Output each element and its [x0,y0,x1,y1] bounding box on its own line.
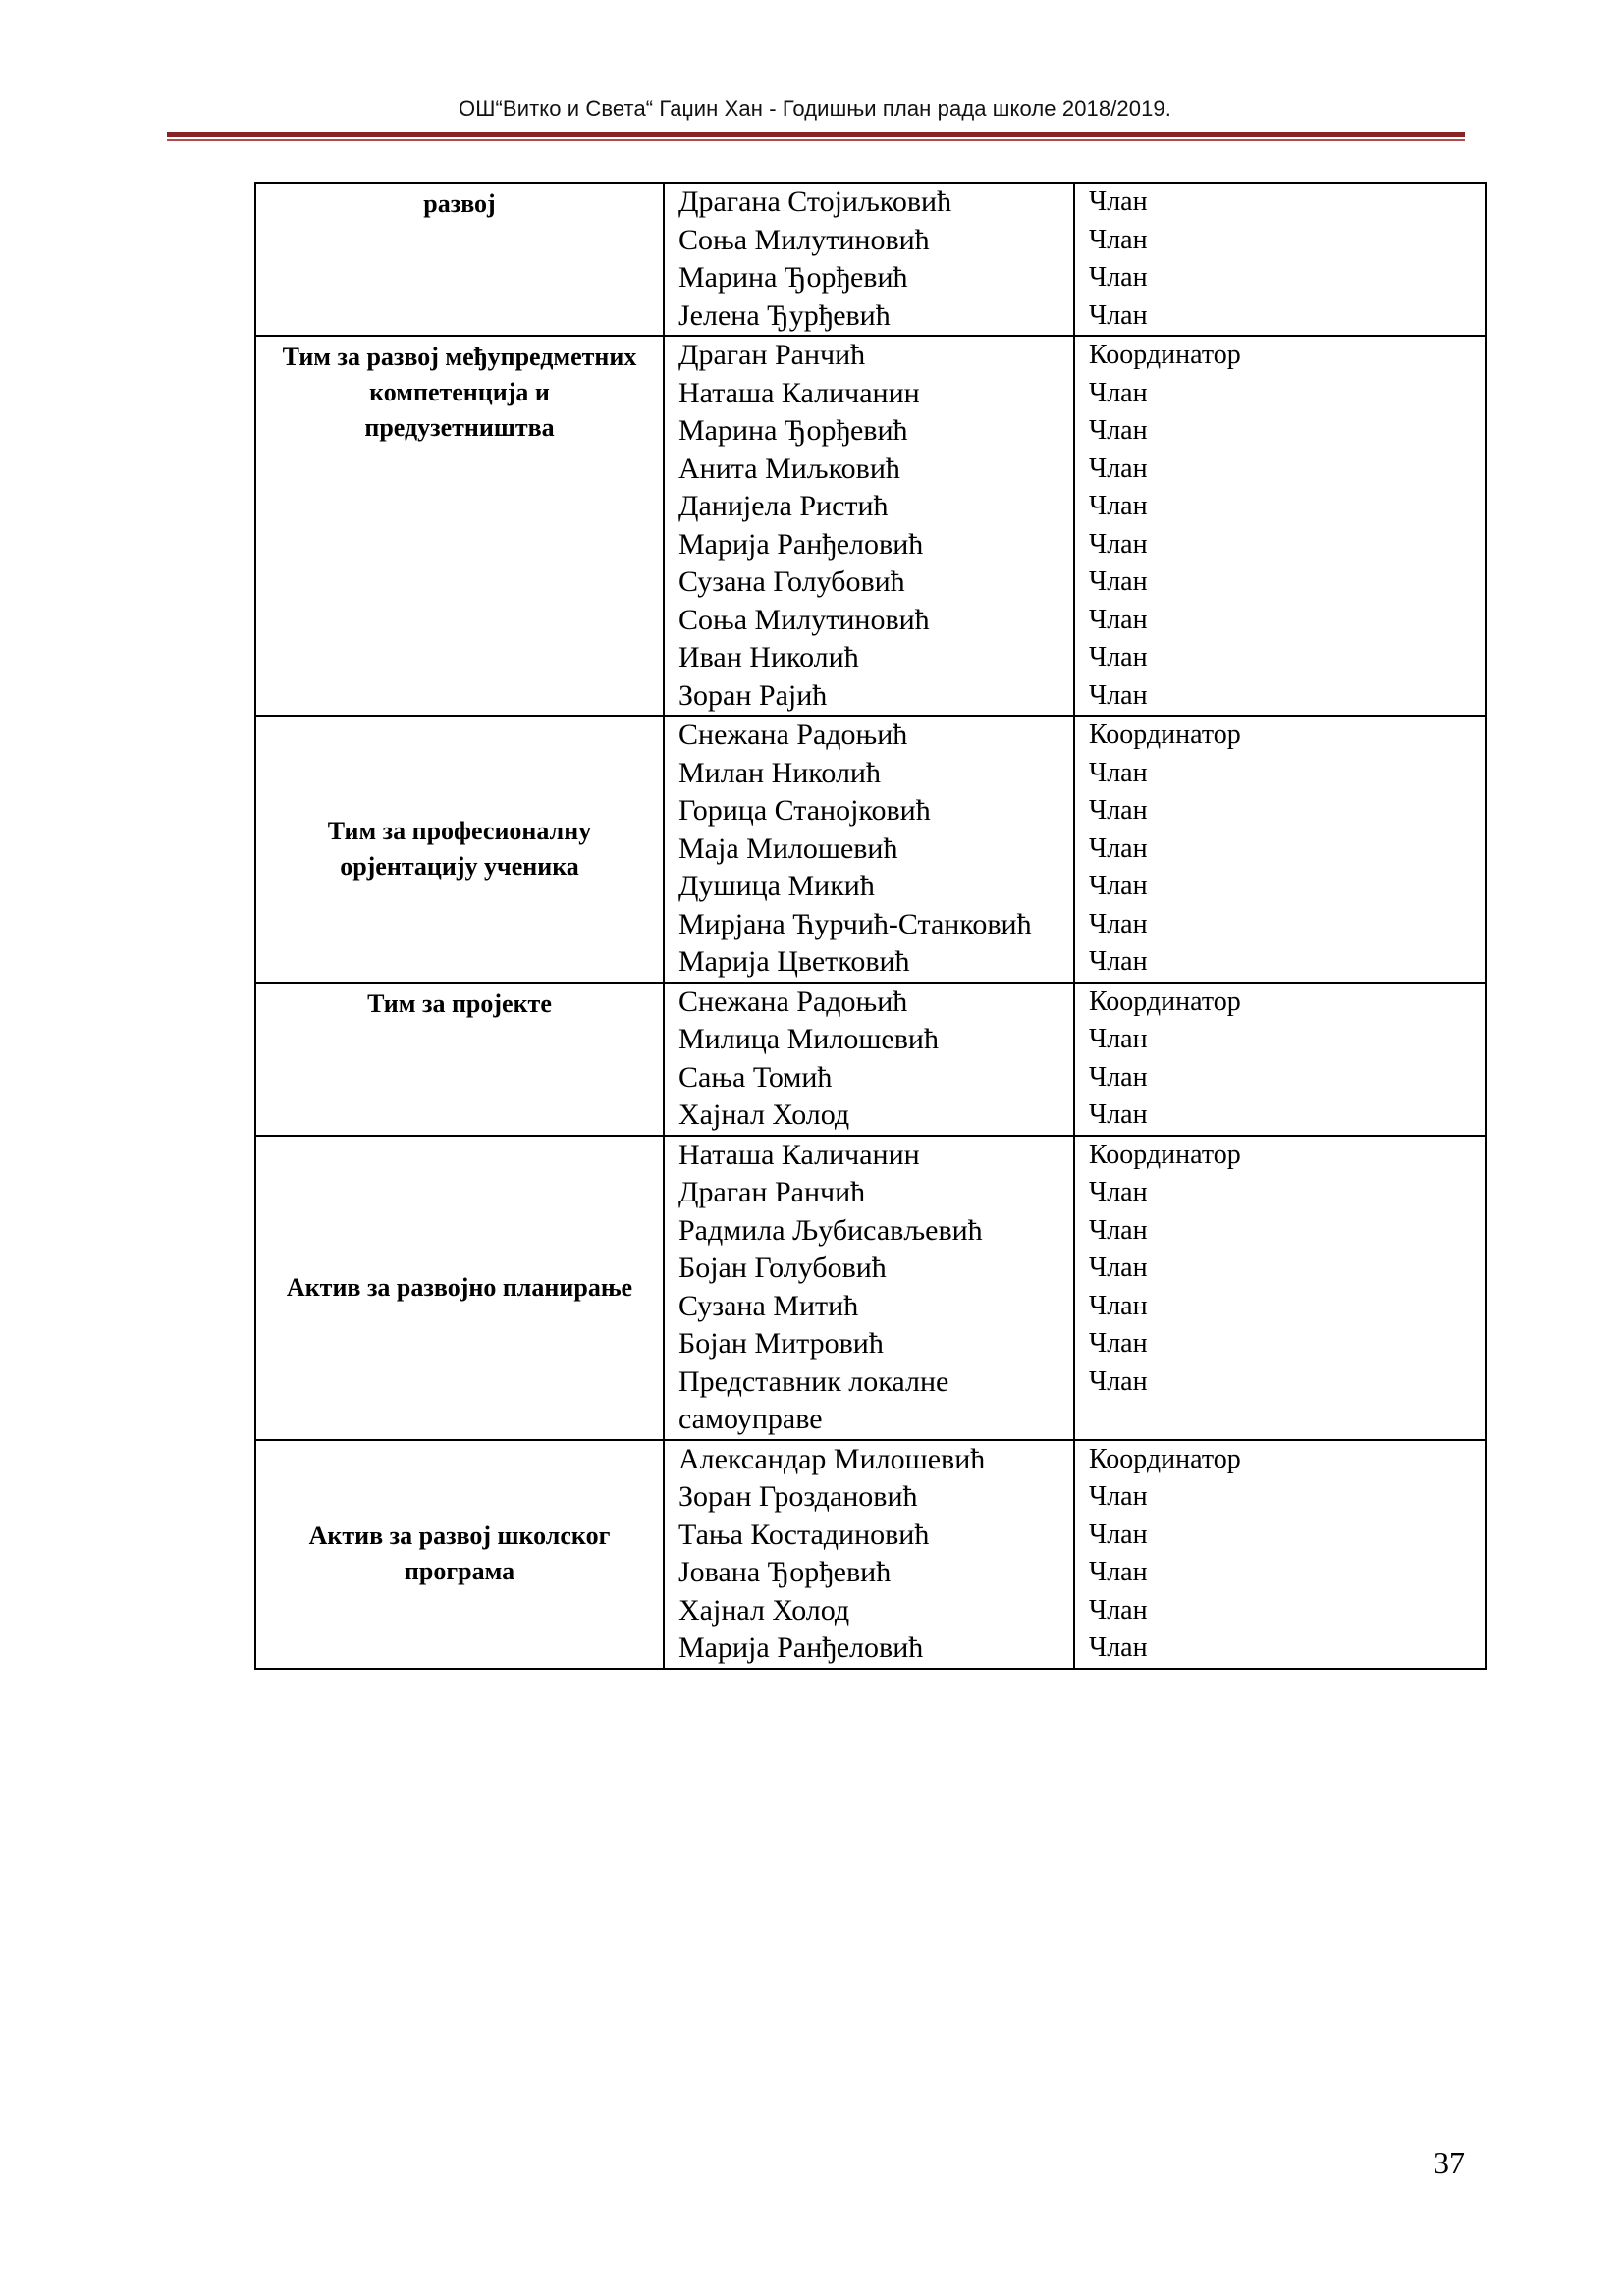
member-role: Члан [1089,491,1148,521]
team-name-cell [255,336,664,716]
member-name: Иван Николић [678,641,859,673]
member-role: Члан [1089,679,1148,711]
team-name-cell [255,983,664,1136]
team-name: Тим за професионалну орјентацију ученика [327,816,592,881]
member-name: Александар Милошевић [678,1442,986,1475]
member-name: Бојан Митровић [678,1327,884,1360]
member-role: Члан [1089,566,1148,597]
member-name: Бојан Голубовић [678,1252,887,1284]
team-name-cell [255,1440,664,1669]
member-role: Члан [1089,1024,1148,1054]
member-name: Соња Милутиновић [678,223,930,256]
member-name: Данијела Ристић [678,490,889,522]
team-row [255,336,1486,716]
members-cell [664,1440,1074,1669]
team-name: Актив за развој школског програма [308,1522,611,1585]
team-name: Тим за пројекте [367,988,552,1018]
team-name: развој [423,189,496,218]
member-role: Члан [1089,795,1148,826]
members-cell [664,983,1074,1136]
members-cell [664,183,1074,336]
member-role: Координатор [1089,720,1241,750]
roles-cell [1074,716,1486,983]
member-name: Тања Костадиновић [678,1518,930,1551]
member-name: Хајнал Холод [678,1098,850,1131]
teams-table [254,182,1487,1670]
member-role: Члан [1089,1632,1148,1663]
member-name: Драган Ранчић [678,339,866,371]
member-name: Милица Милошевић [678,1023,939,1055]
member-role: Члан [1089,224,1148,255]
roles-cell [1074,1136,1486,1440]
team-name: Тим за развој међупредметних компетенција и предузетништва [282,343,637,442]
member-role: Члан [1089,832,1148,864]
member-role: Члан [1089,528,1148,560]
team-row [255,1440,1486,1669]
member-name: Драган Ранчић [678,1176,866,1208]
member-role: Члан [1089,1099,1148,1130]
member-name: Сузана Митић [678,1289,859,1322]
member-role: Члан [1089,1519,1148,1550]
member-role: Координатор [1089,986,1241,1017]
member-role: Члан [1089,1328,1148,1359]
roles-cell [1074,336,1486,716]
member-role: Члан [1089,946,1148,977]
member-role: Члан [1089,757,1148,788]
team-row [255,1136,1486,1440]
member-name: Наташа Каличанин [678,1138,920,1171]
team-row [255,183,1486,336]
member-name: Марија Ранђеловић [678,527,924,561]
members-cell [664,716,1074,983]
teams-table-body [255,183,1486,1669]
roles-cell [1074,983,1486,1136]
members-cell [664,336,1074,716]
roles-cell [1074,1440,1486,1669]
member-role: Члан [1089,642,1148,672]
member-role: Члан [1089,1557,1148,1587]
member-name: Јована Ђорђевић [678,1556,892,1588]
member-role: Члан [1089,1214,1148,1246]
member-name: Представник локалне [678,1364,949,1398]
member-name: Снежана Радоњић [678,985,908,1018]
member-role: Члан [1089,908,1148,939]
member-role: Члан [1089,1594,1148,1626]
member-name: самоуправе [678,1403,823,1435]
header-rule-thin [167,139,1465,141]
member-name: Соња Милутиновић [678,603,930,636]
member-role: Координатор [1089,1443,1241,1474]
member-name: Сузана Голубовић [678,565,905,598]
member-name: Јелена Ђурђевић [678,298,891,332]
member-name: Анита Миљковић [678,452,900,485]
member-name: Милан Николић [678,756,881,789]
member-role: Члан [1089,1290,1148,1321]
member-name: Радмила Љубисављевић [678,1213,983,1247]
member-name: Наташа Каличанин [678,376,920,409]
member-role: Члан [1089,1365,1148,1397]
member-name: Марија Цветковић [678,945,910,978]
member-role: Члан [1089,1177,1148,1207]
member-name: Драгана Стојиљковић [678,186,952,218]
member-role: Члан [1089,1253,1148,1283]
team-row [255,983,1486,1136]
roles-cell [1074,183,1486,336]
member-name: Зоран Рајић [678,678,828,712]
member-name: Зоран Грoздановић [678,1480,918,1513]
team-name-cell [255,1136,664,1440]
member-name: Снежана Радоњић [678,719,908,751]
page-number: 37 [1434,2145,1465,2180]
member-role: Члан [1089,453,1148,484]
member-role: Члан [1089,871,1148,901]
members-cell [664,1136,1074,1440]
team-name: Актив за развојно планирање [286,1272,633,1302]
member-name: Душица Микић [678,870,875,902]
team-name-cell [255,716,664,983]
member-name: Марија Ранђеловић [678,1631,924,1664]
member-name: Горица Станојковић [678,794,931,827]
header-rule [167,132,1465,137]
member-name: Маја Милошевић [678,831,898,865]
team-name-cell [255,183,664,336]
member-role: Координатор [1089,340,1241,370]
page-header: ОШ“Витко и Света“ Гаџин Хан - Годишњи план рада школе 2018/2019. [459,96,1171,121]
member-role: Члан [1089,377,1148,408]
member-name: Мирјана Ћурчић-Станковић [678,907,1032,940]
member-role: Координатор [1089,1139,1241,1170]
member-role: Члан [1089,415,1148,446]
member-role: Члан [1089,1061,1148,1093]
member-role: Члан [1089,187,1148,217]
member-role: Члан [1089,262,1148,293]
member-name: Марина Ђорђевић [678,261,908,294]
member-name: Марина Ђорђевић [678,414,908,447]
team-row [255,716,1486,983]
member-role: Члан [1089,604,1148,635]
member-role: Члан [1089,1481,1148,1512]
member-role: Члан [1089,299,1148,331]
member-name: Сања Томић [678,1060,833,1094]
member-name: Хајнал Холод [678,1593,850,1627]
